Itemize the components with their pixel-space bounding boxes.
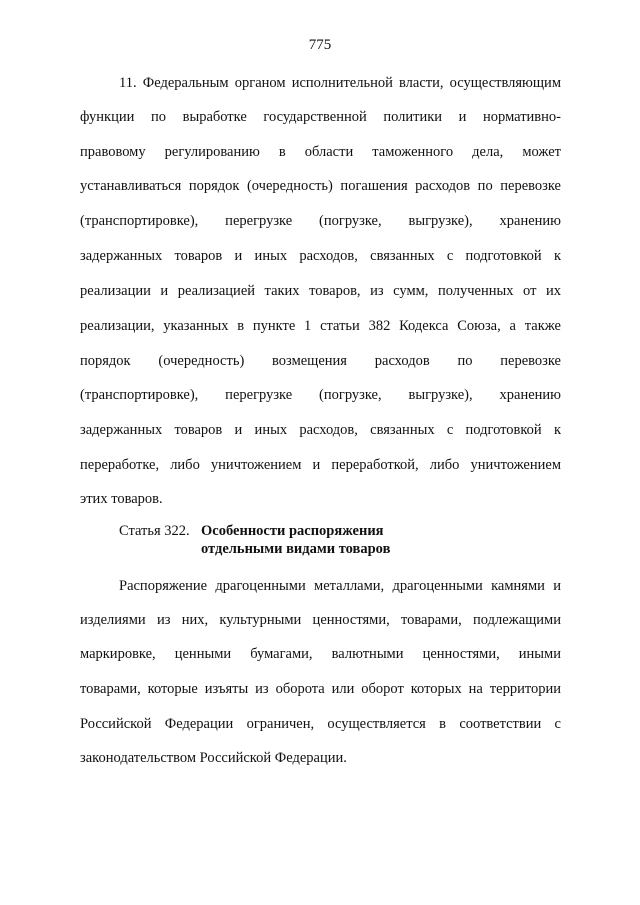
article-line: законодательством Российской Федерации.	[80, 750, 347, 766]
paragraph-line: функции по выработке государственной политики и нормативно-	[80, 109, 561, 125]
paragraph-line: реализации, указанных в пункте 1 статьи 382 Кодекса Союза, а также	[80, 318, 561, 334]
paragraph-line: реализации и реализацией таких товаров, из сумм, полученных от их	[80, 283, 561, 299]
article-line: товарами, которые изъяты из оборота или оборот которых на территории	[80, 681, 561, 697]
paragraph-line: задержанных товаров и иных расходов, связанных с подготовкой к	[80, 422, 561, 438]
article-line: маркировке, ценными бумагами, валютными ценностями, иными	[80, 646, 561, 662]
article-title	[201, 522, 390, 558]
article-heading	[119, 522, 390, 558]
paragraph-line: (транспортировке), перегрузке (погрузке, выгрузке), хранению	[80, 213, 561, 229]
paragraph-line: устанавливаться порядок (очередность) погашения расходов по перевозке	[80, 178, 561, 194]
article-line: Российской Федерации ограничен, осуществляется в соответствии с	[80, 716, 561, 732]
article-label: Статья 322.	[119, 523, 190, 539]
paragraph-line: задержанных товаров и иных расходов, связанных с подготовкой к	[80, 248, 561, 264]
paragraph-line: правовому регулированию в области таможенного дела, может	[80, 144, 561, 160]
paragraph-line: 11. Федеральным органом исполнительной власти, осуществляющим	[119, 75, 561, 91]
paragraph-line: переработке, либо уничтожением и переработкой, либо уничтожением	[80, 457, 561, 473]
paragraph-line: (транспортировке), перегрузке (погрузке, выгрузке), хранению	[80, 387, 561, 403]
page-number: 775	[308, 37, 332, 53]
article-line: Распоряжение драгоценными металлами, драгоценными камнями и	[119, 578, 561, 594]
article-title-line: Особенности распоряжения	[201, 523, 384, 539]
paragraph-line: порядок (очередность) возмещения расходов по перевозке	[80, 353, 561, 369]
article-title-line: отдельными видами товаров	[201, 541, 391, 557]
paragraph-line: этих товаров.	[80, 491, 163, 507]
article-line: изделиями из них, культурными ценностями, товарами, подлежащими	[80, 612, 561, 628]
